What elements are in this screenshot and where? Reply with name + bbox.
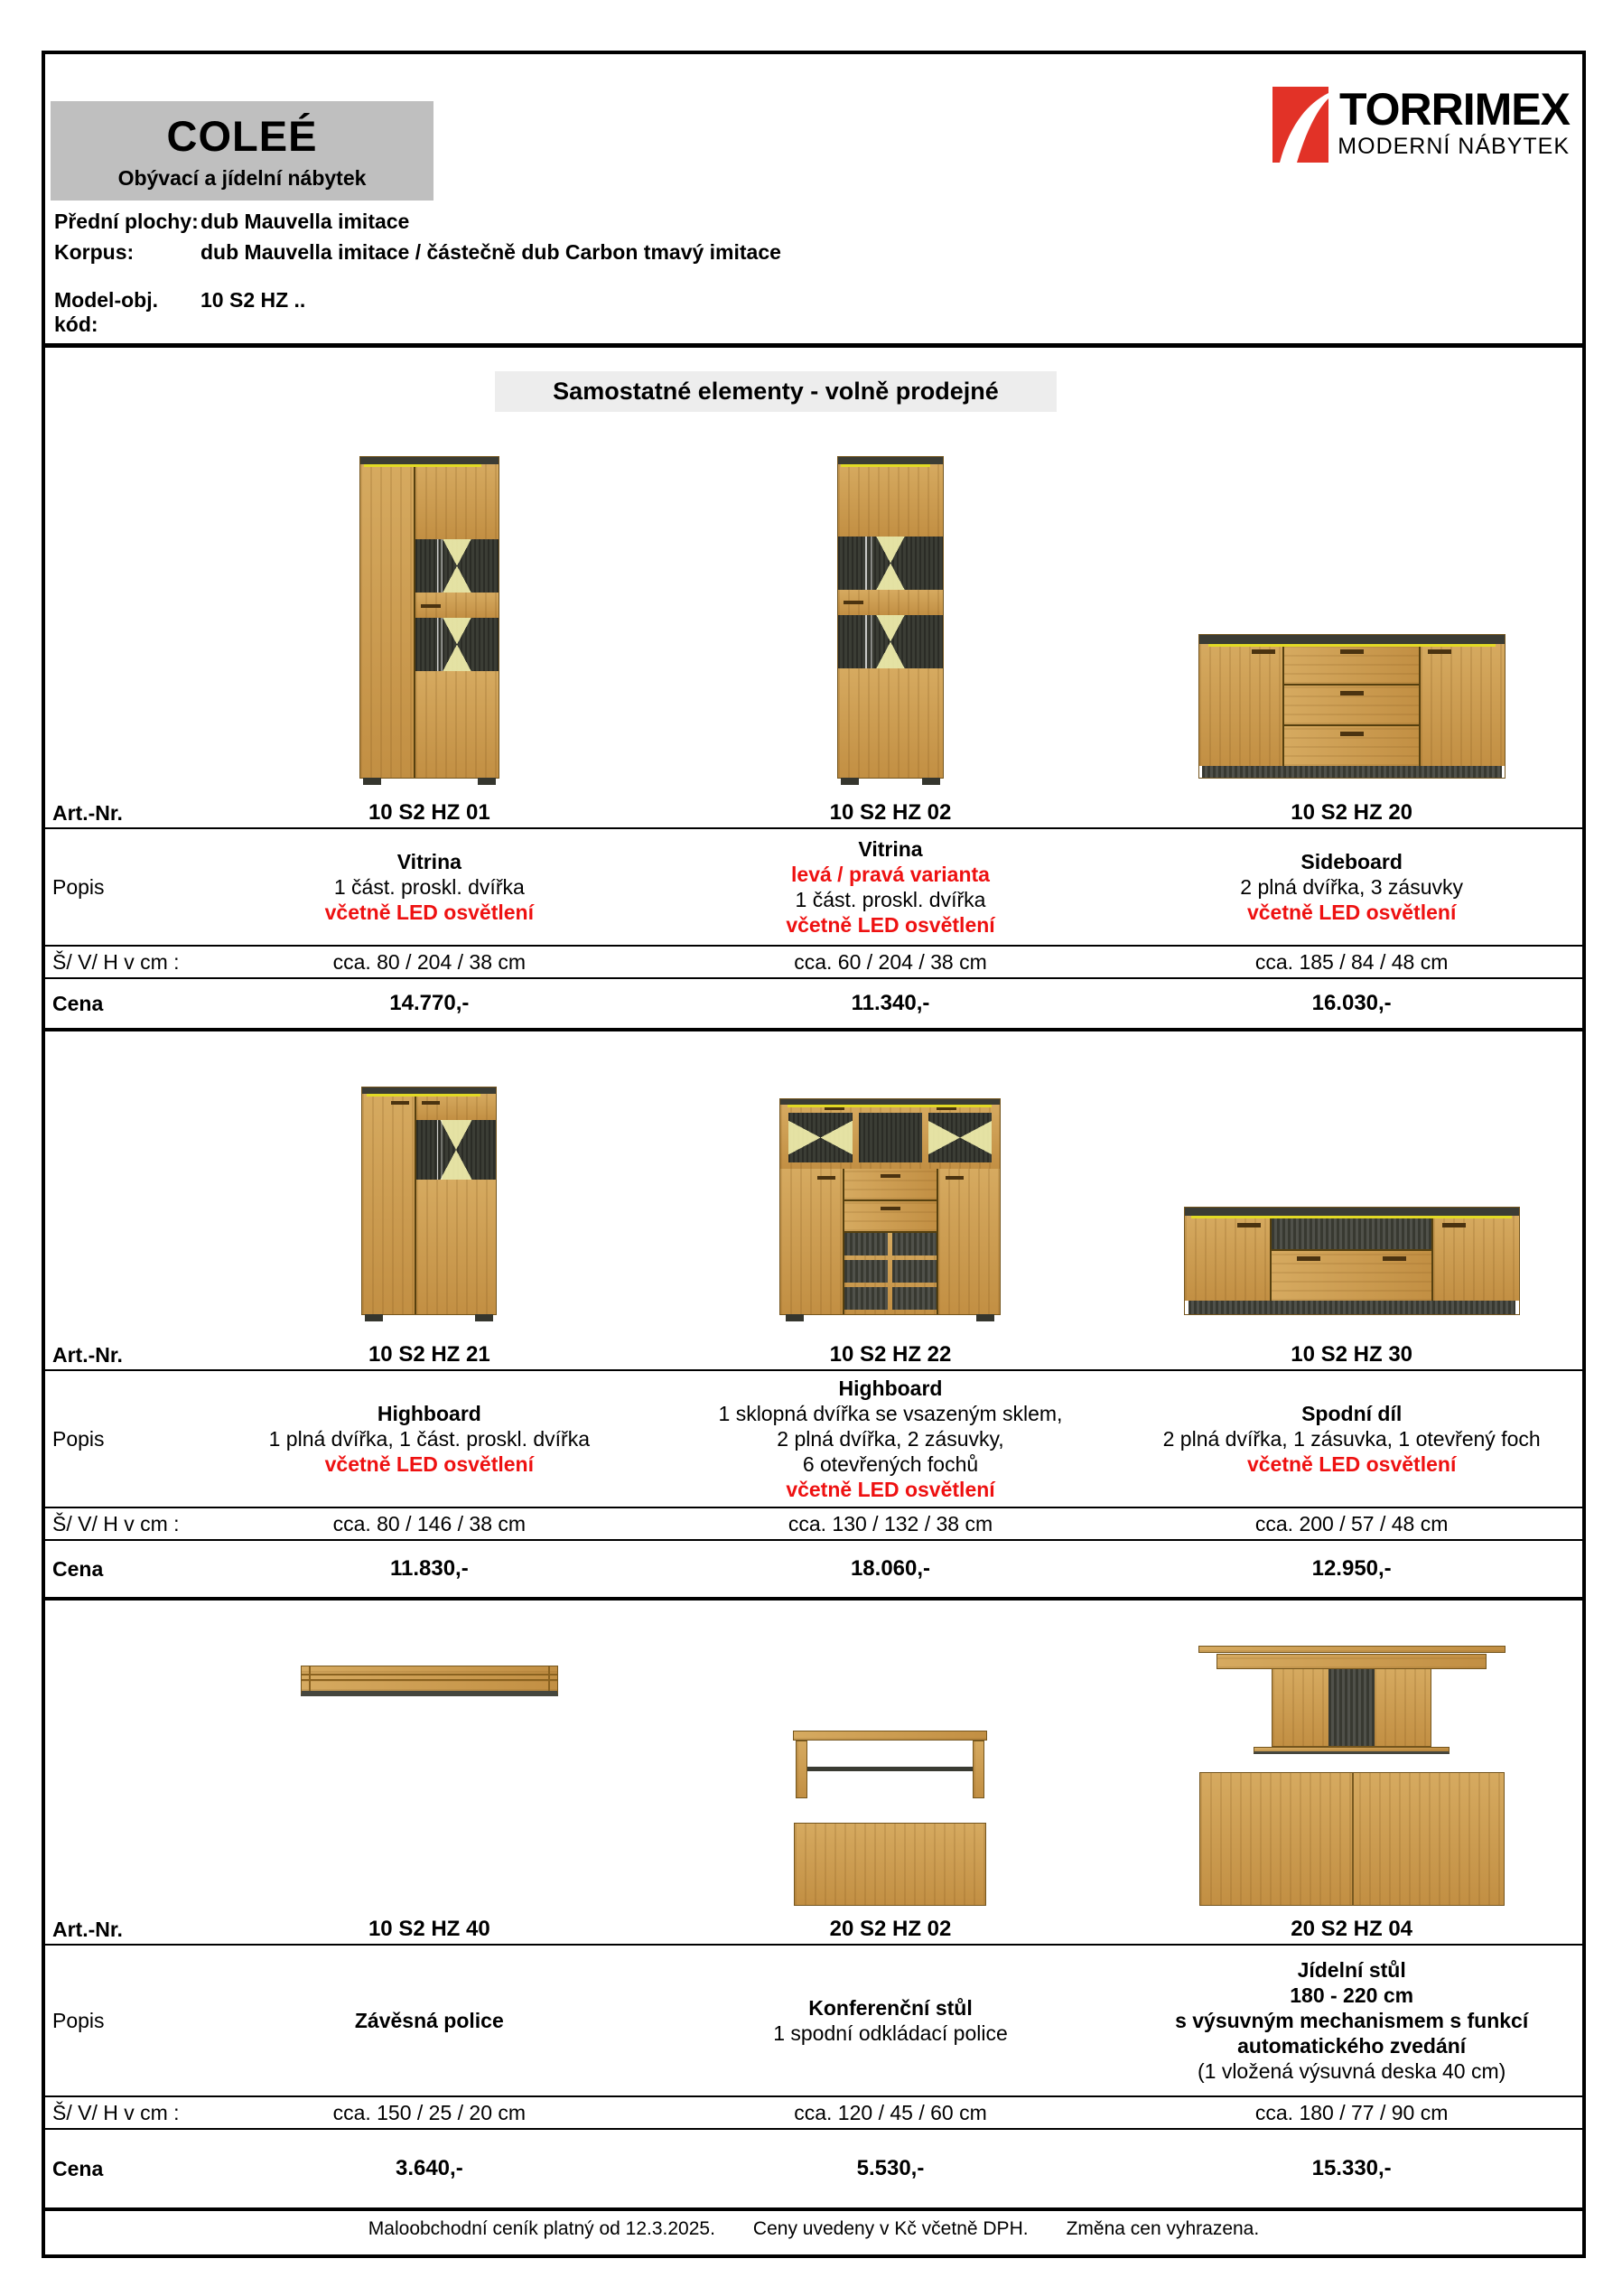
art-nr-value: 10 S2 HZ 21 <box>368 1342 490 1367</box>
product-block-1 <box>45 412 1582 1031</box>
popis-label: Popis <box>52 2008 105 2032</box>
dims-value: cca. 185 / 84 / 48 cm <box>1254 949 1449 974</box>
product-description: Konferenční stůl 1 spodní odkládací police <box>773 1996 1008 2045</box>
korpus-value: dub Mauvella imitace / částečně dub Carbon tmavý imitace <box>200 240 781 264</box>
spacer-cell <box>45 1031 199 1322</box>
title-box <box>51 101 433 201</box>
art-nr-value: 10 S2 HZ 22 <box>829 1342 952 1367</box>
brand-name: TORRIMEX <box>1339 84 1570 135</box>
spacer-cell <box>45 1601 199 1906</box>
price-value: 11.830,- <box>389 1556 469 1581</box>
art-nr-value: 10 S2 HZ 01 <box>368 800 490 825</box>
model-code-label: Model-obj. kód: <box>54 288 158 336</box>
dims-label: Š/ V/ H v cm : <box>52 949 180 974</box>
header <box>45 54 1582 206</box>
product-description: Jídelní stůl 180 - 220 cm s výsuvným mechanismem s funkcí automatického zvedání (1 vložená výsuvná deska 40 cm) <box>1175 1958 1529 2083</box>
page-frame <box>42 51 1586 2258</box>
double-separator <box>45 343 1582 348</box>
page-title: COLEÉ <box>166 112 318 160</box>
popis-label: Popis <box>52 1426 105 1451</box>
dims-label: Š/ V/ H v cm : <box>52 2100 180 2124</box>
dims-value: cca. 130 / 132 / 38 cm <box>788 1511 993 1535</box>
product-block-3 <box>45 1601 1582 2211</box>
product-block-2 <box>45 1031 1582 1601</box>
dims-label: Š/ V/ H v cm : <box>52 1511 180 1535</box>
art-nr-label: Art.-Nr. <box>52 1918 123 1941</box>
price-value: 5.530,- <box>856 2156 925 2180</box>
footer-change-note: Změna cen vyhrazena. <box>1066 2218 1260 2239</box>
dims-value: cca. 120 / 45 / 60 cm <box>794 2100 987 2124</box>
product-image-highboard-22 <box>779 1098 1001 1315</box>
section-title: Samostatné elementy - volně prodejné <box>495 371 1057 412</box>
price-value: 14.770,- <box>389 991 470 1015</box>
korpus-label: Korpus: <box>54 240 135 264</box>
product-description: Vitrina 1 část. proskl. dvířka včetně LED osvětlení <box>324 850 534 924</box>
spacer-cell <box>45 412 199 786</box>
art-nr-value: 10 S2 HZ 30 <box>1291 1342 1413 1367</box>
product-image-lowboard-30 <box>1184 1207 1520 1315</box>
dims-value: cca. 80 / 204 / 38 cm <box>332 949 527 974</box>
price-value: 18.060,- <box>850 1556 931 1581</box>
price-value: 15.330,- <box>1311 2156 1392 2180</box>
dims-value: cca. 80 / 146 / 38 cm <box>332 1511 527 1535</box>
product-image-vitrina-02 <box>837 456 944 779</box>
page-subtitle: Obývací a jídelní nábytek <box>117 166 367 190</box>
art-nr-value: 10 S2 HZ 40 <box>368 1917 490 1941</box>
finish-info <box>45 206 1582 337</box>
footer-vat-note: Ceny uvedeny v Kč včetně DPH. <box>752 2218 1029 2239</box>
product-description: Highboard 1 plná dvířka, 1 část. proskl. dvířka včetně LED osvětlení <box>268 1402 591 1476</box>
product-description: Spodní díl 2 plná dvířka, 1 zásuvka, 1 otevřený foch včetně LED osvětlení <box>1162 1402 1541 1476</box>
popis-label: Popis <box>52 874 105 899</box>
cena-label: Cena <box>52 2156 104 2180</box>
price-value: 11.340,- <box>851 991 930 1015</box>
price-value: 16.030,- <box>1311 991 1392 1015</box>
front-surfaces-label: Přední plochy: <box>54 210 199 233</box>
brand-logo-icon <box>1272 87 1328 167</box>
model-code-value: 10 S2 HZ .. <box>200 288 306 312</box>
art-nr-value: 10 S2 HZ 20 <box>1291 800 1413 825</box>
art-nr-label: Art.-Nr. <box>52 801 123 825</box>
footer-note <box>45 2211 1582 2240</box>
dims-value: cca. 180 / 77 / 90 cm <box>1254 2100 1449 2124</box>
product-description: Highboard 1 sklopná dvířka se vsazeným sklem, 2 plná dvířka, 2 zásuvky, 6 otevřených fochů včetně LED osvětlení <box>718 1377 1063 1501</box>
brand-logo <box>1272 84 1570 167</box>
footer-validity: Maloobchodní ceník platný od 12.3.2025. <box>368 2218 715 2239</box>
dims-value: cca. 60 / 204 / 38 cm <box>794 949 987 974</box>
product-description: Závěsná police <box>354 2009 504 2032</box>
product-image-dining-table <box>1198 1646 1505 1906</box>
product-image-coffee-table <box>793 1731 987 1906</box>
dims-value: cca. 150 / 25 / 20 cm <box>332 2100 527 2124</box>
price-value: 3.640,- <box>395 2156 463 2180</box>
cena-label: Cena <box>52 1556 104 1581</box>
product-image-sideboard-20 <box>1198 634 1505 779</box>
cena-label: Cena <box>52 991 104 1015</box>
art-nr-label: Art.-Nr. <box>52 1343 123 1367</box>
art-nr-value: 10 S2 HZ 02 <box>829 800 952 825</box>
front-surfaces-value: dub Mauvella imitace <box>200 210 410 233</box>
art-nr-value: 20 S2 HZ 04 <box>1291 1917 1413 1941</box>
product-image-highboard-21 <box>361 1087 497 1315</box>
dims-value: cca. 200 / 57 / 48 cm <box>1254 1511 1449 1535</box>
product-image-vitrina-01 <box>359 456 499 779</box>
brand-tagline: MODERNÍ NÁBYTEK <box>1338 134 1570 159</box>
product-description: Vitrina levá / pravá varianta 1 část. proskl. dvířka včetně LED osvětlení <box>786 837 995 937</box>
product-image-wall-shelf-40 <box>301 1666 558 1696</box>
product-description: Sideboard 2 plná dvířka, 3 zásuvky včetně LED osvětlení <box>1240 850 1464 924</box>
price-value: 12.950,- <box>1311 1556 1392 1581</box>
art-nr-value: 20 S2 HZ 02 <box>829 1917 952 1941</box>
